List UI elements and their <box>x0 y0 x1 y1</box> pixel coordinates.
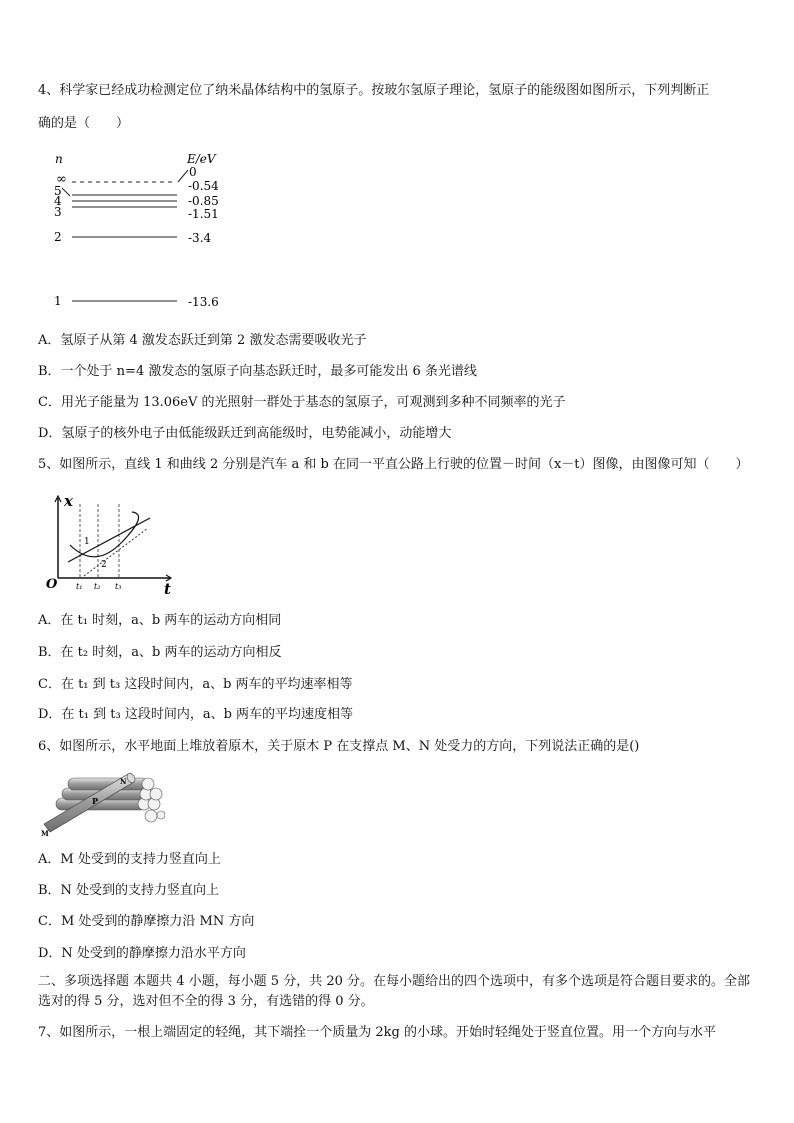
energy-level-diagram <box>40 148 260 313</box>
e-label-2: -3.4 <box>188 231 212 245</box>
q4-option-b: B．一个处于 n=4 激发态的氢原子向基态跃迁时，最多可能发出 6 条光谱线 <box>38 364 477 379</box>
q5-stem: 5、如图所示，直线 1 和曲线 2 分别是汽车 a 和 b 在同一平直公路上行驶的位置－时间（x－t）图像，由图像可知（ ） <box>38 457 749 472</box>
n-label-3: 3 <box>54 205 62 219</box>
q7-stem: 7、如图所示，一根上端固定的轻绳，其下端拴一个质量为 2kg 的小球。开始时轻绳处于竖直位置。用一个方向与水平 <box>38 1025 717 1040</box>
e-axis-label: E/eV <box>187 152 216 166</box>
log-end-6 <box>145 810 157 822</box>
y-axis-label: x <box>64 492 73 510</box>
log-end-5 <box>142 778 154 790</box>
tick-t1: t₁ <box>76 582 83 591</box>
n-axis-label: n <box>55 152 63 166</box>
q4-option-c: C．用光子能量为 13.06eV 的光照射一群处于基态的氢原子，可观测到多种不同频率的光子 <box>38 395 566 410</box>
logs-figure <box>40 768 165 838</box>
q5-option-d: D．在 t₁ 到 t₃ 这段时间内，a、b 两车的平均速度相等 <box>38 707 354 722</box>
x-axis-label: t <box>164 580 171 598</box>
label-m: M <box>41 829 49 838</box>
e-label-inf: 0 <box>189 165 197 179</box>
e-label-4: -0.85 <box>188 194 219 208</box>
n-label-1: 1 <box>54 294 62 308</box>
n-label-4: 4 <box>54 194 62 208</box>
q6-option-b: B．N 处受到的支持力竖直向上 <box>38 883 220 898</box>
log-end-4 <box>150 788 162 800</box>
line-1-label: 1 <box>84 537 90 547</box>
q4-stem-line2: 确的是（ ） <box>38 116 130 131</box>
q6-stem: 6、如图所示，水平地面上堆放着原木，关于原木 P 在支撑点 M、N 处受力的方向，下列说法正确的是() <box>38 739 640 754</box>
e-label-3: -1.51 <box>188 207 219 221</box>
arrow-left-mark <box>62 188 70 196</box>
log-end-7 <box>157 811 165 819</box>
e-label-1: -13.6 <box>188 295 219 309</box>
tick-t3: t₃ <box>115 582 122 591</box>
q6-option-d: D．N 处受到的静摩擦力沿水平方向 <box>38 946 246 961</box>
dotted-line <box>84 528 148 576</box>
section-2-instructions: 二、多项选择题 本题共 4 小题，每小题 5 分，共 20 分。在每小题给出的四个选项中，有多个选项是符合题目要求的。全部选对的得 5 分，选对但不全的得 3 分，有选错的得 0 分。 <box>38 974 751 1009</box>
q4-stem-line1: 4、科学家已经成功检测定位了纳米晶体结构中的氢原子。按玻尔氢原子理论，氢原子的能级图如图所示，下列判断正 <box>38 83 710 98</box>
q5-option-c: C．在 t₁ 到 t₃ 这段时间内，a、b 两车的平均速率相等 <box>38 677 353 692</box>
n-label-2: 2 <box>54 230 62 244</box>
curve-2-label: 2 <box>101 560 107 570</box>
q6-option-c: C．M 处受到的静摩擦力沿 MN 方向 <box>38 914 255 929</box>
q6-option-a: A．M 处受到的支持力竖直向上 <box>38 852 221 867</box>
n-label-inf: ∞ <box>56 172 67 187</box>
arrow-right-mark <box>178 170 188 182</box>
label-n: N <box>120 777 127 786</box>
xt-graph <box>40 490 175 598</box>
q5-option-b: B．在 t₂ 时刻，a、b 两车的运动方向相反 <box>38 645 282 660</box>
q4-option-d: D．氢原子的核外电子由低能级跃迁到高能级时，电势能减小，动能增大 <box>38 426 452 441</box>
e-label-5: -0.54 <box>188 179 219 193</box>
n-label-5: 5 <box>54 184 62 198</box>
tick-t2: t₂ <box>94 582 101 591</box>
origin-label: O <box>46 577 58 592</box>
label-p: P <box>92 796 99 806</box>
q5-option-a: A．在 t₁ 时刻，a、b 两车的运动方向相同 <box>38 613 282 628</box>
q4-option-a: A．氢原子从第 4 激发态跃迁到第 2 激发态需要吸收光子 <box>38 333 367 348</box>
